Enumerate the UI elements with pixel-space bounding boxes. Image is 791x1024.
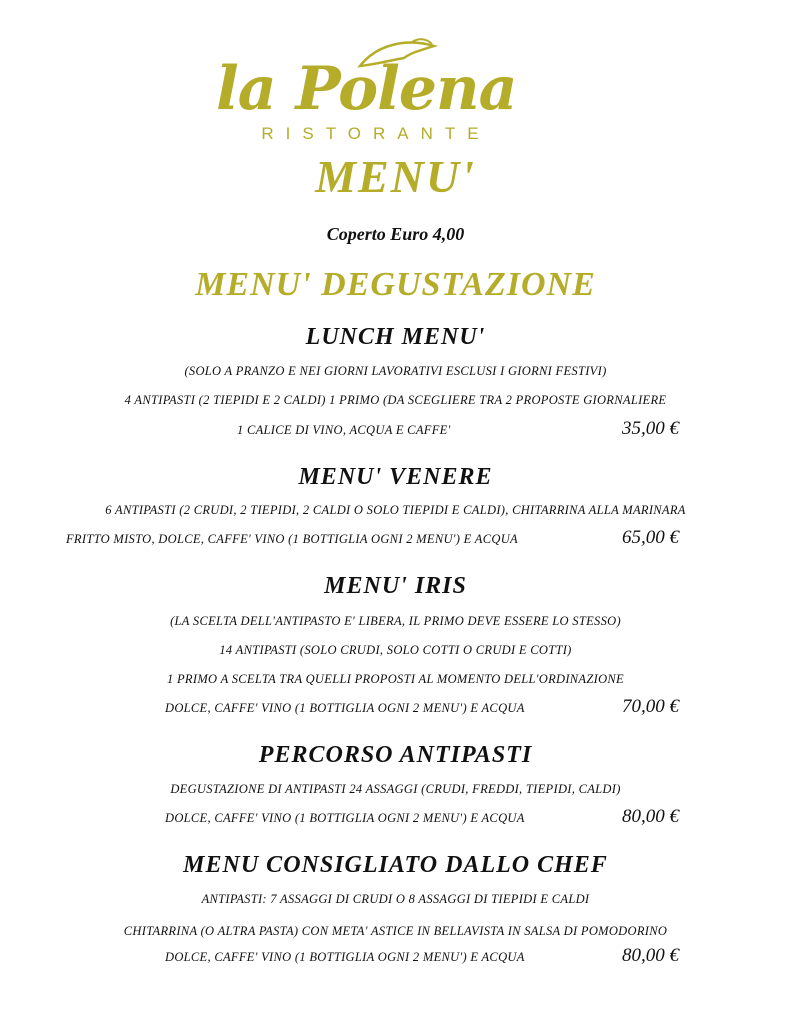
logo-script: la Polena: [216, 54, 517, 124]
menu-line: DOLCE, CAFFE' VINO (1 BOTTIGLIA OGNI 2 MENU') E ACQUA: [165, 811, 525, 825]
restaurant-logo: [212, 36, 532, 148]
menu-line: 1 CALICE DI VINO, ACQUA E CAFFE': [237, 423, 451, 437]
menu-line: 1 PRIMO A SCELTA TRA QUELLI PROPOSTI AL MOMENTO DELL'ORDINAZIONE: [167, 672, 624, 686]
menu-line: CHITARRINA (O ALTRA PASTA) CON META' ASTICE IN BELLAVISTA IN SALSA DI POMODORINO: [123, 924, 668, 938]
price: 70,00 €: [622, 696, 679, 717]
menu-line: FRITTO MISTO, DOLCE, CAFFE' VINO (1 BOTTIGLIA OGNI 2 MENU') E ACQUA: [66, 532, 518, 546]
menu-line: (LA SCELTA DELL'ANTIPASTO E' LIBERA, IL PRIMO DEVE ESSERE LO STESSO): [170, 614, 621, 628]
tasting-menu-heading: MENU' DEGUSTAZIONE: [195, 266, 596, 303]
price: 35,00 €: [622, 418, 679, 439]
price: 65,00 €: [622, 527, 679, 548]
page-title: MENU': [315, 151, 476, 202]
section-title: LUNCH MENU': [305, 324, 486, 350]
menu-line: DOLCE, CAFFE' VINO (1 BOTTIGLIA OGNI 2 MENU') E ACQUA: [165, 950, 525, 964]
coperto-charge: Coperto Euro 4,00: [326, 224, 465, 244]
menu-line: 14 ANTIPASTI (SOLO CRUDI, SOLO COTTI O CRUDI E COTTI): [219, 643, 572, 657]
menu-line: 6 ANTIPASTI (2 CRUDI, 2 TIEPIDI, 2 CALDI O SOLO TIEPIDI E CALDI), CHITARRINA ALLA MARINARA: [105, 503, 686, 517]
section-title: PERCORSO ANTIPASTI: [258, 742, 533, 768]
section-title: MENU CONSIGLIATO DALLO CHEF: [183, 852, 608, 878]
menu-line: DEGUSTAZIONE DI ANTIPASTI 24 ASSAGGI (CRUDI, FREDDI, TIEPIDI, CALDI): [170, 782, 621, 796]
menu-line: ANTIPASTI: 7 ASSAGGI DI CRUDI O 8 ASSAGGI DI TIEPIDI E CALDI: [201, 892, 590, 906]
menu-line: 4 ANTIPASTI (2 TIEPIDI E 2 CALDI) 1 PRIMO (DA SCEGLIERE TRA 2 PROPOSTE GIORNALIERE: [124, 393, 667, 407]
menu-line: DOLCE, CAFFE' VINO (1 BOTTIGLIA OGNI 2 MENU') E ACQUA: [165, 701, 525, 715]
menu-line: (SOLO A PRANZO E NEI GIORNI LAVORATIVI ESCLUSI I GIORNI FESTIVI): [184, 364, 607, 378]
price: 80,00 €: [622, 806, 679, 827]
price: 80,00 €: [622, 945, 679, 966]
section-title: MENU' VENERE: [298, 464, 493, 490]
section-title: MENU' IRIS: [324, 573, 467, 599]
logo-subtitle: RISTORANTE: [261, 124, 491, 143]
